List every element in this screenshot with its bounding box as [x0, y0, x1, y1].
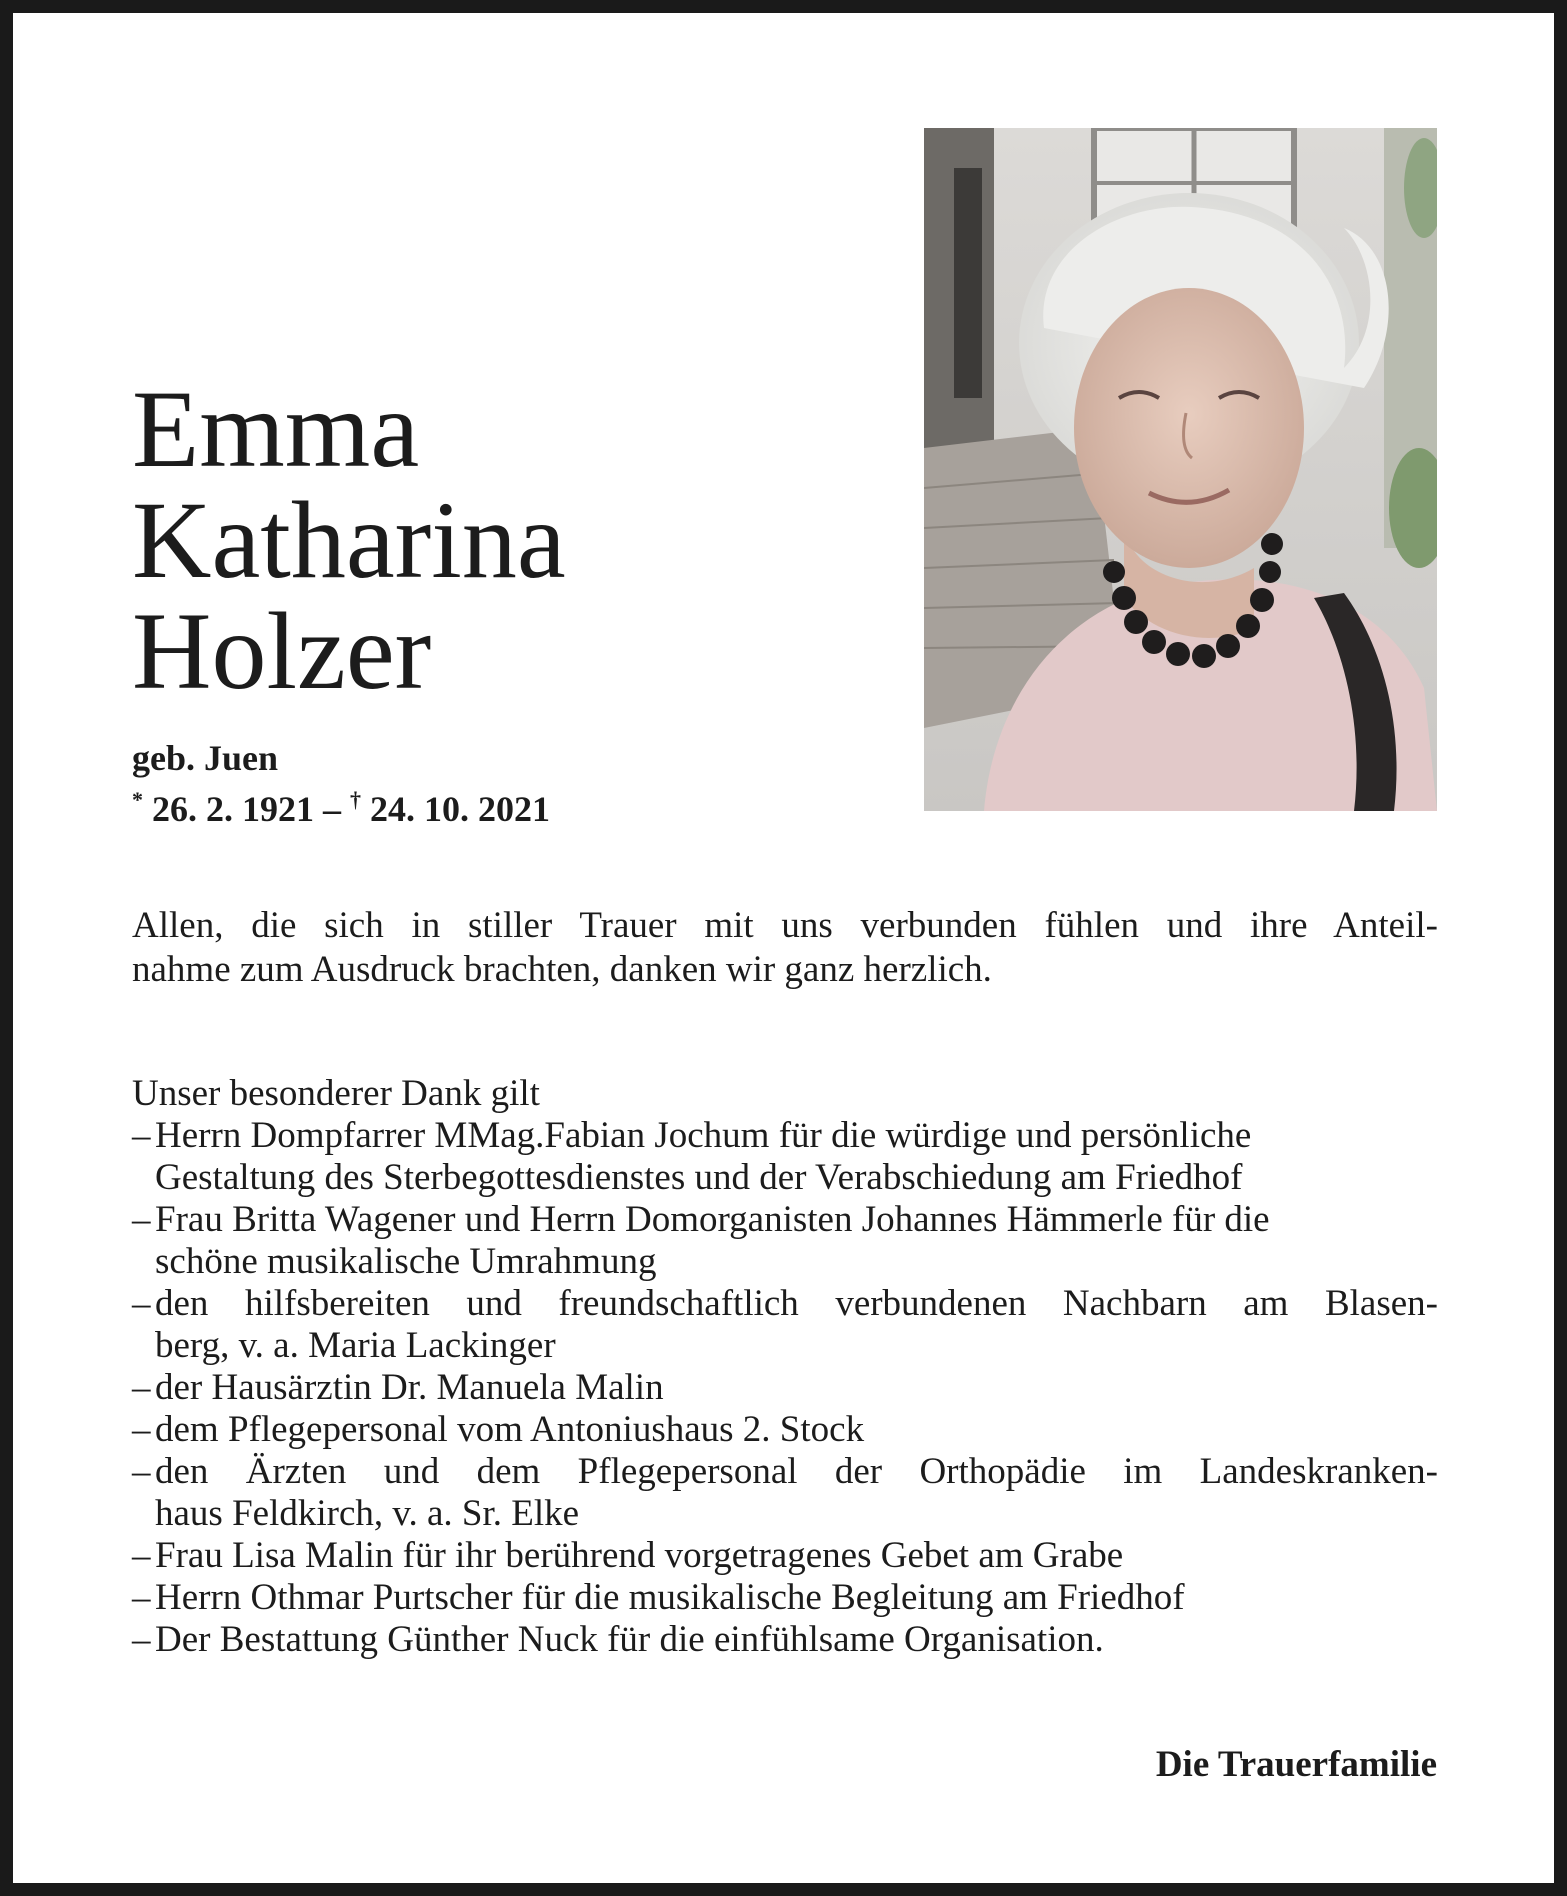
thanks-item: [132, 1115, 1438, 1199]
thanks-item: [132, 1409, 1438, 1451]
thanks-item-line: Frau Lisa Malin für ihr berührend vorgetragenes Gebet am Grabe: [155, 1535, 1124, 1576]
thanks-item-line: Frau Britta Wagener und Herrn Domorganisten Johannes Hämmerle für die: [155, 1199, 1270, 1240]
thanks-item: [132, 1451, 1438, 1535]
list-dash: –: [132, 1577, 151, 1618]
birth-date: 26. 2. 1921: [152, 789, 314, 829]
death-date: 24. 10. 2021: [370, 789, 550, 829]
date-separator: –: [323, 789, 341, 829]
thanks-section: [132, 1073, 1438, 1661]
thanks-item-line: schöne musikalische Umrahmung: [155, 1241, 657, 1282]
thanks-item: [132, 1619, 1438, 1661]
list-dash: –: [132, 1619, 151, 1660]
thanks-item-line: den hilfsbereiten und freundschaftlich verbundenen Nachbarn am Blasen-: [155, 1283, 1438, 1324]
portrait-photo: [924, 128, 1437, 811]
signature: Die Trauerfamilie: [1155, 1744, 1437, 1785]
thanks-item-line: Der Bestattung Günther Nuck für die einfühlsame Organisation.: [155, 1619, 1104, 1660]
list-dash: –: [132, 1367, 151, 1408]
list-dash: –: [132, 1535, 151, 1576]
thanks-heading: Unser besonderer Dank gilt: [132, 1073, 540, 1114]
thanks-item-line: Herrn Othmar Purtscher für die musikalische Begleitung am Friedhof: [155, 1577, 1185, 1618]
thanks-item-line: der Hausärztin Dr. Manuela Malin: [155, 1367, 664, 1408]
intro-line: nahme zum Ausdruck brachten, danken wir ganz herzlich.: [132, 949, 992, 990]
death-symbol: †: [350, 787, 361, 812]
list-dash: –: [132, 1451, 151, 1492]
life-dates: [132, 780, 550, 829]
thanks-item-line: Gestaltung des Sterbegottesdienstes und der Verabschiedung am Friedhof: [155, 1157, 1243, 1198]
thanks-item: [132, 1367, 1438, 1409]
intro-paragraph: [132, 904, 1438, 992]
thanks-item-line: dem Pflegepersonal vom Antoniushaus 2. Stock: [155, 1409, 865, 1450]
maiden-name: geb. Juen: [132, 738, 279, 778]
list-dash: –: [132, 1199, 151, 1240]
thanks-item: [132, 1535, 1438, 1577]
thanks-item: [132, 1199, 1438, 1283]
thanks-item-line: den Ärzten und dem Pflegepersonal der Orthopädie im Landeskranken-: [155, 1451, 1438, 1492]
name-line-first: Emma: [132, 368, 420, 490]
list-dash: –: [132, 1115, 151, 1156]
list-dash: –: [132, 1409, 151, 1450]
thanks-item: [132, 1283, 1438, 1367]
thanks-item-line: berg, v. a. Maria Lackinger: [155, 1325, 556, 1366]
thanks-item-line: Herrn Dompfarrer MMag.Fabian Jochum für die würdige und persönliche: [155, 1115, 1252, 1156]
list-dash: –: [132, 1283, 151, 1324]
deceased-name: [132, 368, 566, 712]
thanks-item-line: haus Feldkirch, v. a. Sr. Elke: [155, 1493, 580, 1534]
birth-symbol: *: [132, 787, 143, 812]
name-line-middle: Katharina: [132, 479, 566, 601]
thanks-item: [132, 1577, 1438, 1619]
intro-line: Allen, die sich in stiller Trauer mit uns verbunden fühlen und ihre Anteil-: [132, 905, 1438, 946]
name-line-last: Holzer: [132, 590, 432, 712]
